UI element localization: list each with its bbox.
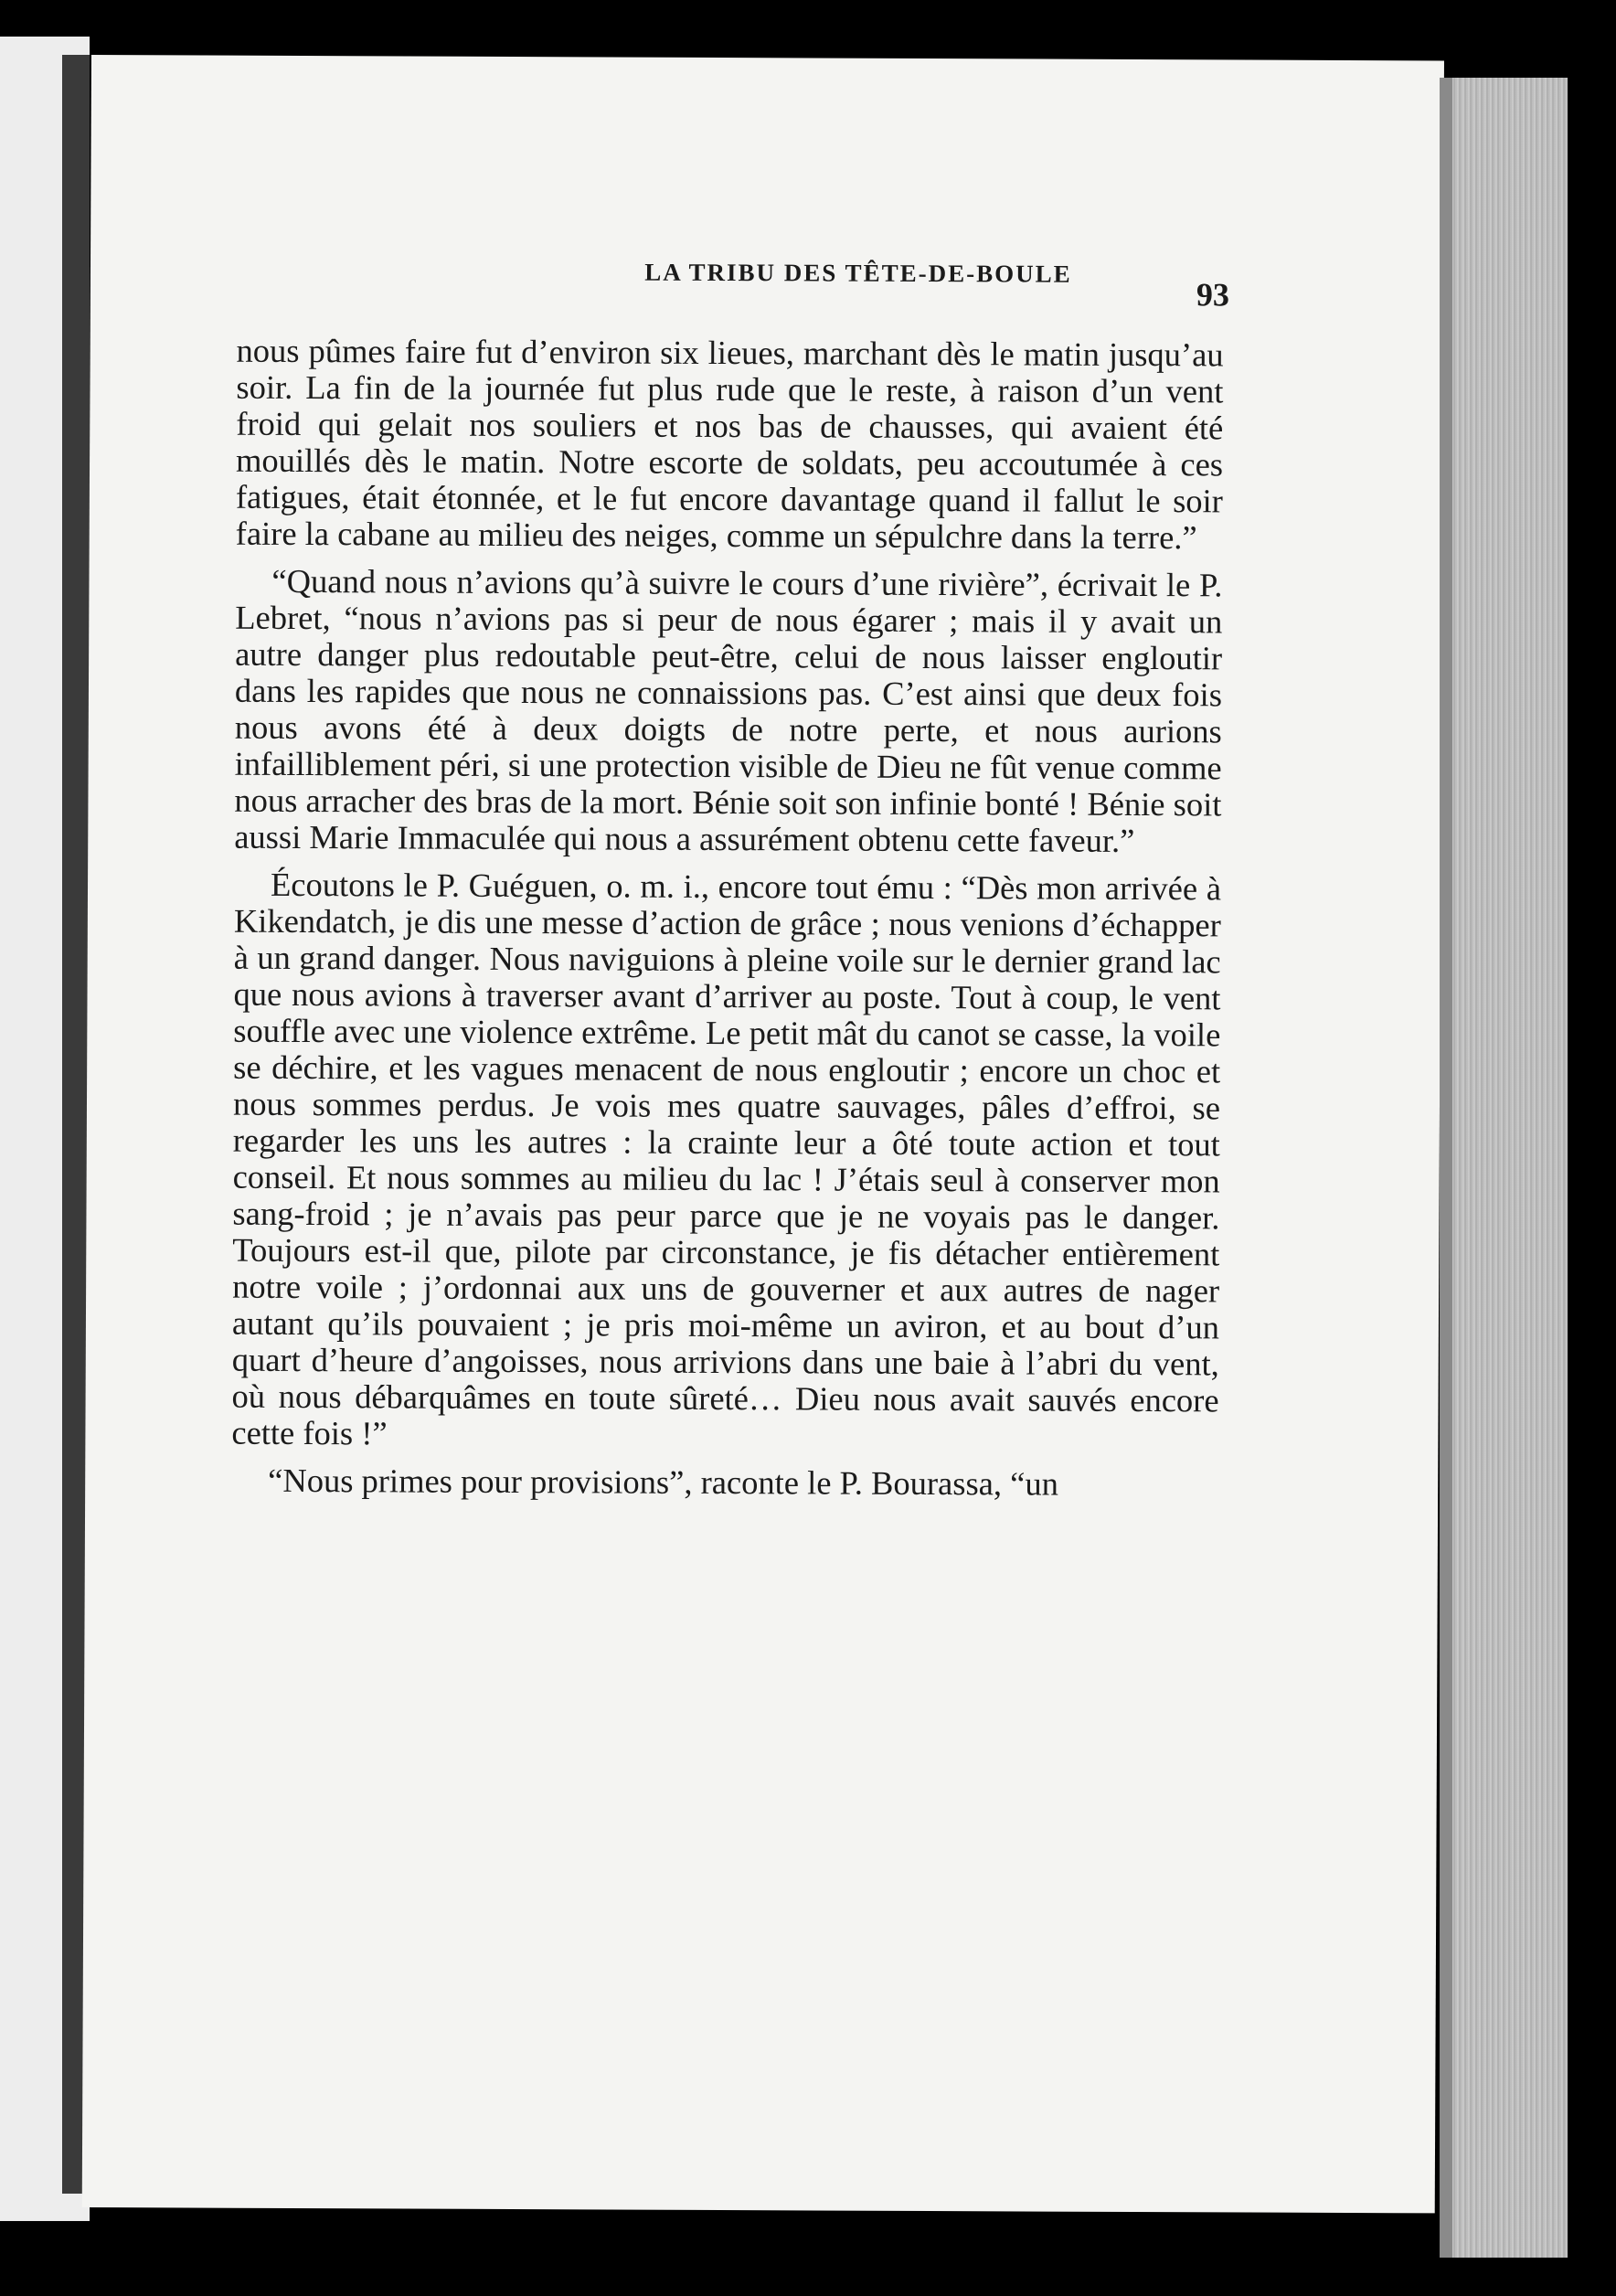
running-title: LA TRIBU DES TÊTE-DE-BOULE xyxy=(644,258,1072,288)
page-body xyxy=(231,333,1224,1515)
page-edges-stack xyxy=(1440,78,1568,2258)
paragraph-continued: nous pûmes faire fut d’environ six lieues, marchant dès le matin jusqu’au soir. La fin de la journée fut plus rude que le reste, à raison d’un vent froid qui gelait nos souliers et nos bas de chausses, qui avaient été mouillés dès le matin. Notre escorte de soldats, peu accoutumée à ces fatigues, était étonnée, et le fut encore davantage quand il fallut le soir faire la cabane au milieu des neiges, comme un sépulchre dans la terre.” xyxy=(235,331,1224,557)
page-number: 93 xyxy=(1196,276,1229,314)
page-edge-shadow xyxy=(1440,78,1452,2258)
paragraph-lebret-quote: “Quand nous n’avions qu’à suivre le cours d’une rivière”, écrivait le P. Lebret, “nous n’avions pas si peur de nous égarer ; mais il y avait un autre danger plus redoutable peut-être, celui de nous laisser engloutir dans les rapides que nous ne connaissions pas. C’est ainsi que deux fois nous avons été à deux doigts de notre perte, et nous aurions infailliblement péri, si une protection visible de Dieu ne fût venue comme nous arracher des bras de la mort. Bénie soit son infinie bonté ! Bénie soit aussi Marie Immaculée qui nous a assurément obtenu cette faveur.” xyxy=(234,561,1223,859)
paragraph-gueguen-quote: Écoutons le P. Guéguen, o. m. i., encore tout ému : “Dès mon arrivée à Kikendatch, je dis une messe d’action de grâce ; nous venions d’échapper à un grand danger. Nous naviguions à pleine voile sur le dernier grand lac que nous avions à traverser avant d’arriver au poste. Tout à coup, le vent souffle avec une violence extrême. Le petit mât du canot se casse, la voile se déchire, et les vagues menacent de nous engloutir ; encore un choc et nous sommes perdus. Je vois mes quatre sauvages, pâles d’effroi, se regarder les uns les autres : la crainte leur a ôté toute action et tout conseil. Et nous sommes au milieu du lac ! J’étais seul à conserver mon sang-froid ; je n’avais pas peur parce que je ne voyais pas le danger. Toujours est-il que, pilote par circonstance, je fis détacher entièrement notre voile ; j’ordonnai aux uns de gouverner et aux autres de nager autant qu’ils pouvaient ; je pris moi-même un aviron, et au bout d’un quart d’heure d’angoisses, nous arrivions dans une baie à l’abri du vent, où nous débarquâmes en toute sûreté… Dieu nous avait sauvés encore cette fois !” xyxy=(231,865,1222,1452)
book-page xyxy=(82,55,1444,2213)
paragraph-bourassa-start: “Nous primes pour provisions”, raconte le P. Bourassa, “un xyxy=(268,1461,1058,1503)
